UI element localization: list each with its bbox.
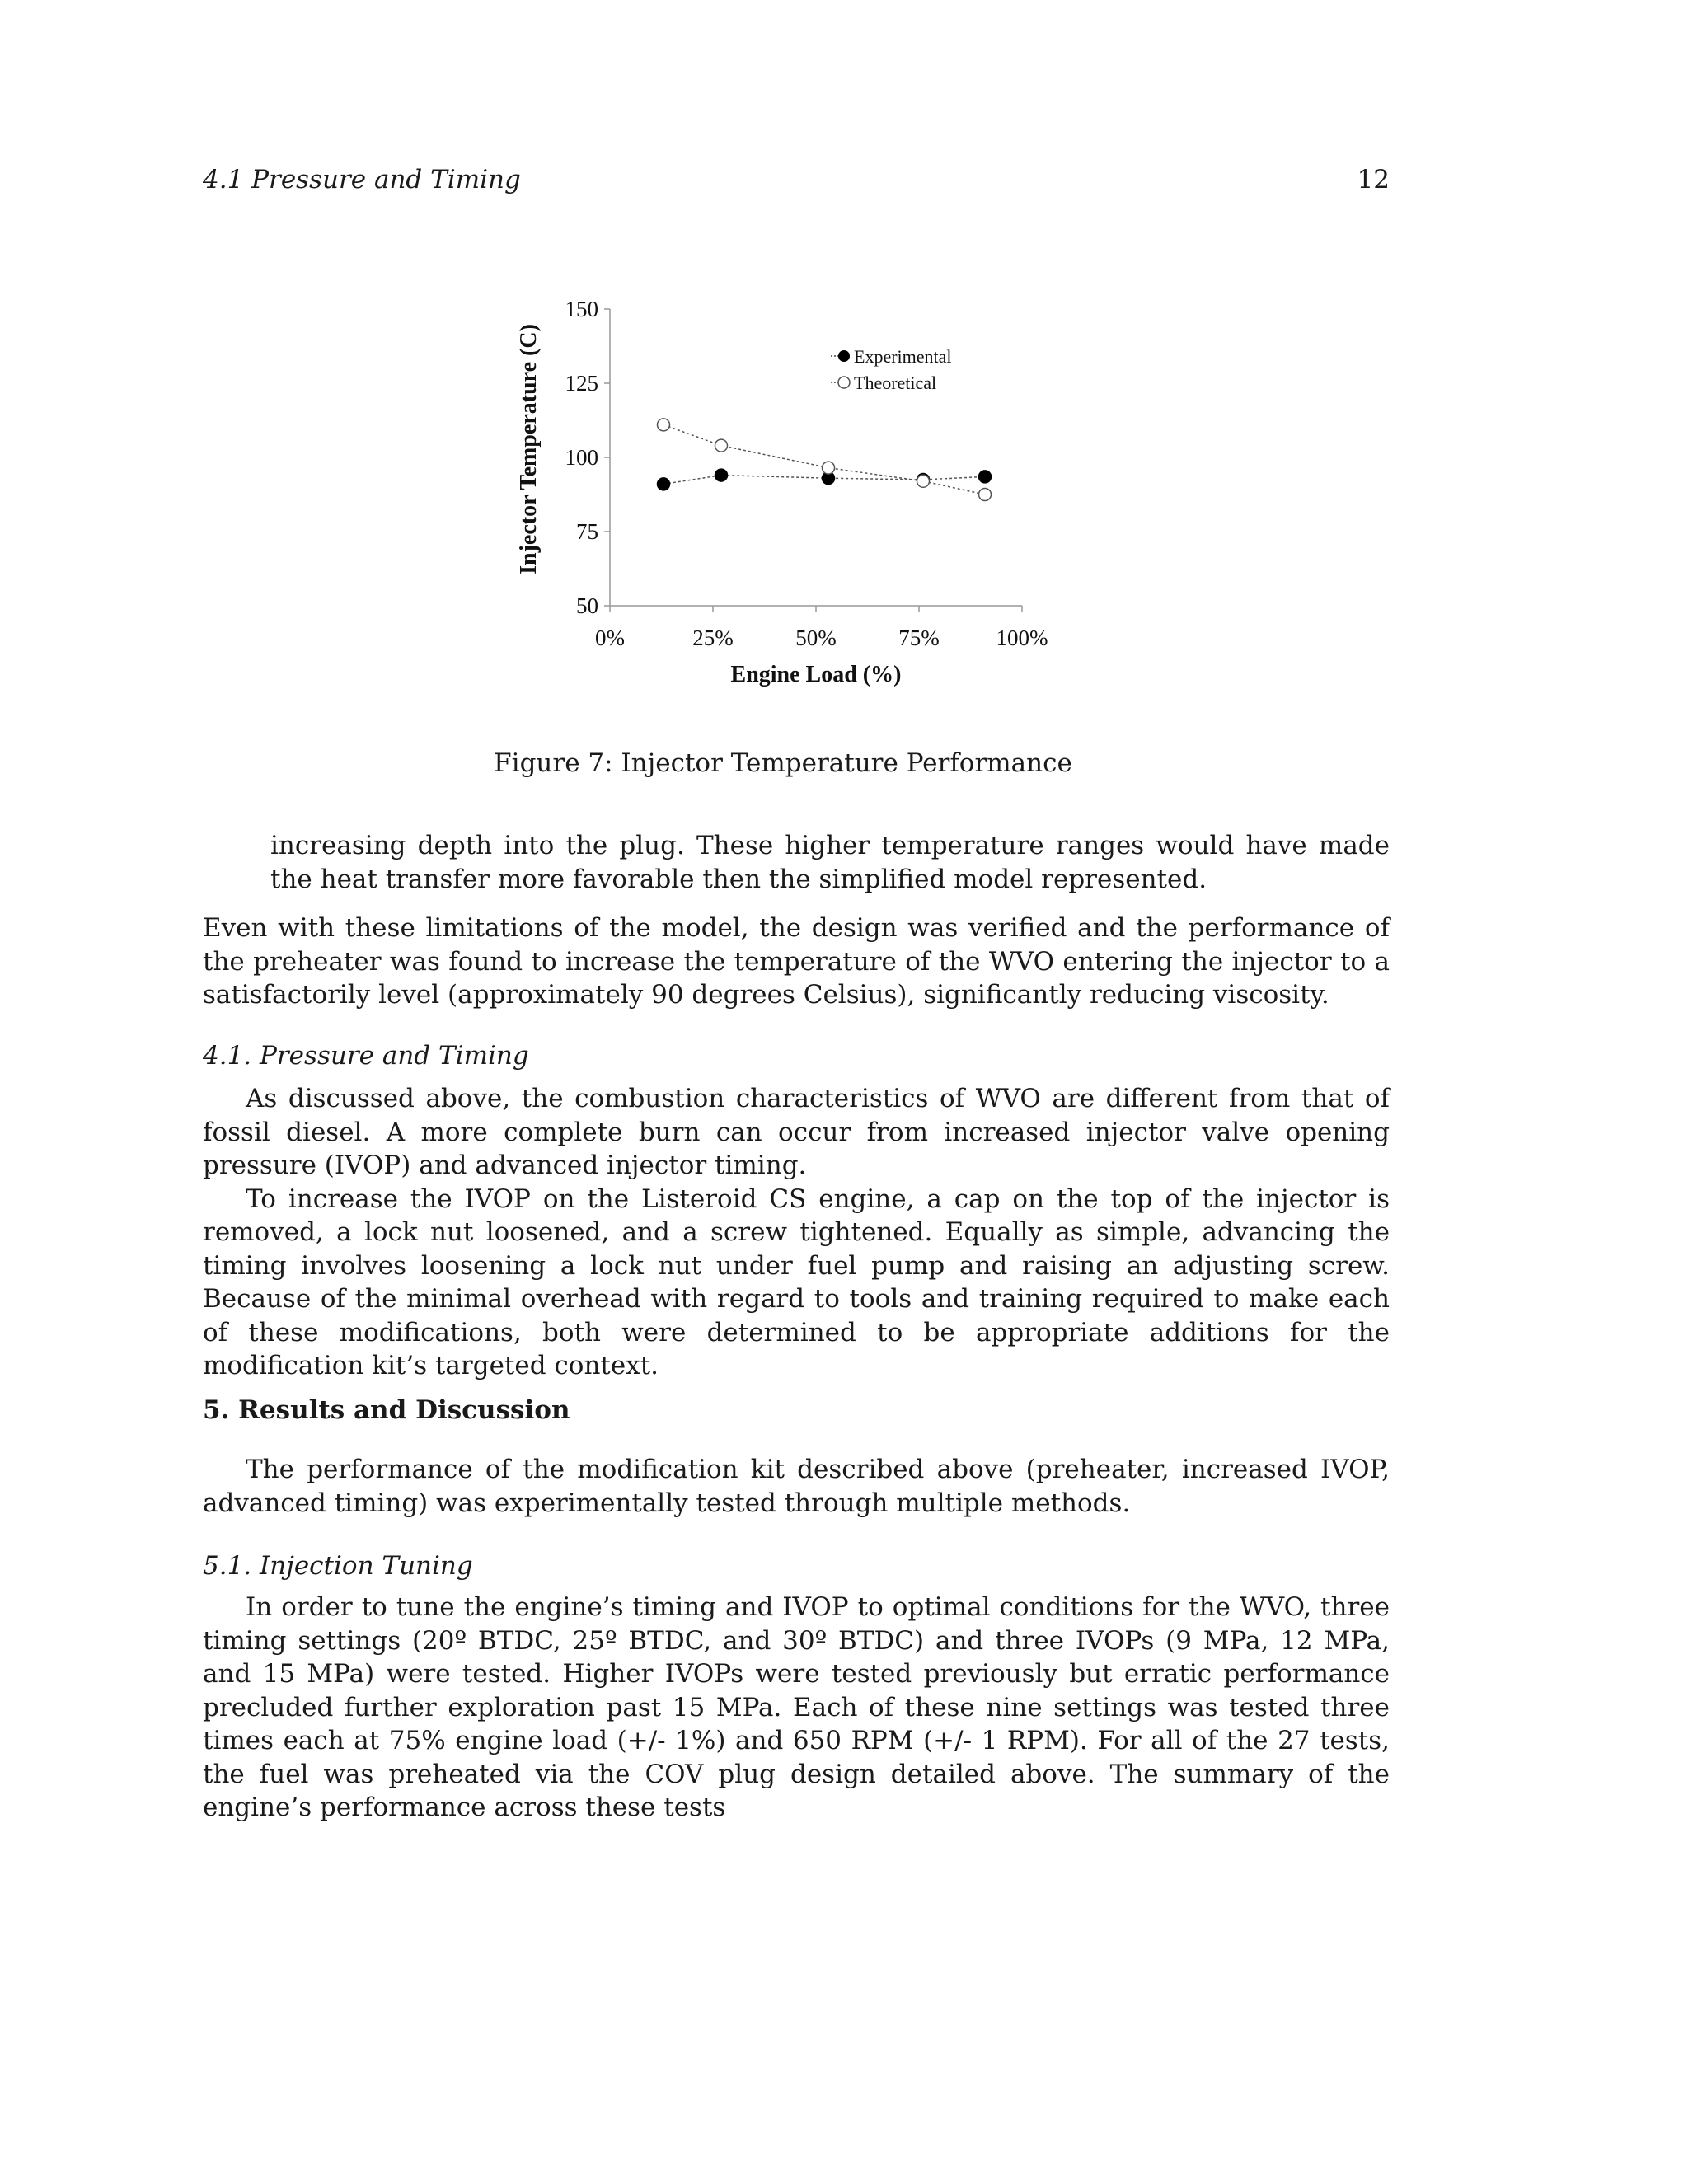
- subsection-heading-4-1: 4.1. Pressure and Timing: [203, 1041, 529, 1071]
- page-header: [203, 165, 1390, 206]
- section-5-1-body: [203, 1591, 1390, 1825]
- y-tick-label: 125: [565, 371, 598, 396]
- subsection-heading-5-1: 5.1. Injection Tuning: [203, 1551, 473, 1581]
- data-point-experimental: [658, 478, 670, 490]
- paragraph-injection-tuning: In order to tune the engine’s timing and IVOP to optimal conditions for the WVO, three timing settings (20º BTDC, 25º BTDC, and 30º BTDC) and three IVOPs (9 MPa, 12 MPa, and 15 MPa) were tested. Higher IVOPs were tested previously but erratic performance precluded further exploration past 15 MPa. Each of these nine settings was tested three times each at 75% engine load (+/- 1%) and 650 RPM (+/- 1 RPM). For all of the 27 tests, the fuel was preheated via the COV plug design detailed above. The summary of the engine’s performance across these tests: [203, 1592, 1390, 1822]
- y-tick-label: 75: [576, 519, 598, 544]
- x-tick-label: 0%: [595, 626, 625, 650]
- paragraph-combustion: As discussed above, the combustion characteristics of WVO are different from that of fossil diesel. A more complete burn can occur from increased injector valve opening pressure (IVOP) and advanced injector timing.: [203, 1084, 1390, 1180]
- section-4-1-body: [203, 1082, 1390, 1383]
- running-header-section: 4.1 Pressure and Timing: [203, 165, 521, 194]
- data-point-theoretical: [979, 489, 992, 501]
- legend-label-theoretical: Theoretical: [854, 373, 937, 393]
- x-tick-label: 100%: [996, 626, 1048, 650]
- data-point-experimental: [979, 471, 992, 483]
- y-axis-label: Injector Temperature (C): [516, 324, 542, 574]
- series-line-theoretical: [663, 424, 985, 494]
- data-point-theoretical: [658, 419, 670, 431]
- data-point-experimental: [715, 469, 728, 481]
- legend-marker-theoretical: [838, 377, 850, 388]
- chart-legend: [831, 346, 952, 393]
- x-tick-label: 50%: [795, 626, 837, 650]
- paragraph-ivop-timing: To increase the IVOP on the Listeroid CS engine, a cap on the top of the injector is removed, a lock nut loosened, and a screw tightened. Equally as simple, advancing the timing involves loosening a lock nut under fuel pump and raising an adjusting screw. Because of the minimal overhead with regard to tools and training required to make each of these modifications, both were determined to be appropriate additions for the modification kit’s targeted context.: [203, 1183, 1390, 1380]
- injector-temperature-chart: [511, 288, 1071, 701]
- y-tick-label: 150: [565, 297, 598, 321]
- data-point-theoretical: [917, 475, 930, 487]
- section-5-body: [203, 1453, 1390, 1520]
- data-point-theoretical: [715, 439, 728, 452]
- paragraph-results: The performance of the modification kit described above (preheater, increased IVOP, advanced timing) was experimentally tested through multiple methods.: [203, 1455, 1390, 1518]
- x-tick-label: 75%: [898, 626, 940, 650]
- legend-marker-experimental: [838, 350, 850, 362]
- paragraph-limitations: Even with these limitations of the model, the design was verified and the performance of the preheater was found to increase the temperature of the WVO entering the injector to a satisfactorily level (approximately 90 degrees Celsius), significantly reducing viscosity.: [203, 913, 1390, 1010]
- x-tick-label: 25%: [692, 626, 734, 650]
- x-axis-label: Engine Load (%): [730, 662, 902, 687]
- data-point-theoretical: [823, 462, 835, 474]
- section-heading-5: 5. Results and Discussion: [203, 1395, 570, 1425]
- legend-label-experimental: Experimental: [854, 346, 952, 367]
- page-number: 12: [1357, 165, 1390, 194]
- y-tick-label: 50: [576, 593, 598, 618]
- continued-list-item: increasing depth into the plug. These higher temperature ranges would have made the heat transfer more favorable then the simplified model represented.: [270, 831, 1390, 894]
- y-tick-label: 100: [565, 445, 598, 470]
- figure-caption: Figure 7: Injector Temperature Performance: [494, 748, 1072, 778]
